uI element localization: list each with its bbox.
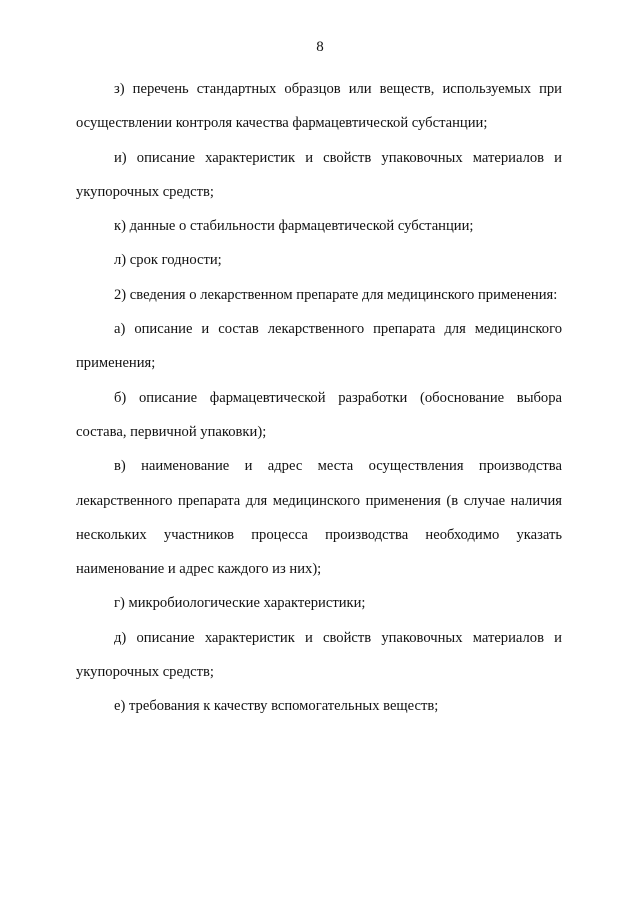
- paragraph-g: г) микробиологические характеристики;: [114, 595, 366, 612]
- paragraph-2: 2) сведения о лекарственном препарате для медицинского применения:: [114, 286, 558, 303]
- paragraph-e: е) требования к качеству вспомогательных веществ;: [114, 698, 439, 715]
- document-body: [76, 72, 562, 724]
- paragraph-b: б) описание фармацевтической разработки (обоснование выбора состава, первичной упаковки);: [76, 389, 562, 440]
- paragraph-i: и) описание характеристик и свойств упаковочных материалов и укупорочных средств;: [76, 149, 562, 200]
- paragraph-a: а) описание и состав лекарственного препарата для медицинского применения;: [76, 321, 562, 372]
- page-number: 8: [316, 39, 324, 55]
- paragraph-d: д) описание характеристик и свойств упаковочных материалов и укупорочных средств;: [76, 629, 562, 681]
- paragraph-k: к) данные о стабильности фармацевтической субстанции;: [114, 218, 474, 235]
- paragraph-v: в) наименование и адрес места осуществления производства лекарственного препарата для медицинского применения (в случае наличия нескольких участников процесса производства необходимо указать наименование и адрес каждого из них);: [76, 458, 562, 578]
- paragraph-l: л) срок годности;: [114, 252, 222, 269]
- paragraph-z: з) перечень стандартных образцов или веществ, используемых при осуществлении контроля качества фармацевтической субстанции;: [76, 81, 562, 132]
